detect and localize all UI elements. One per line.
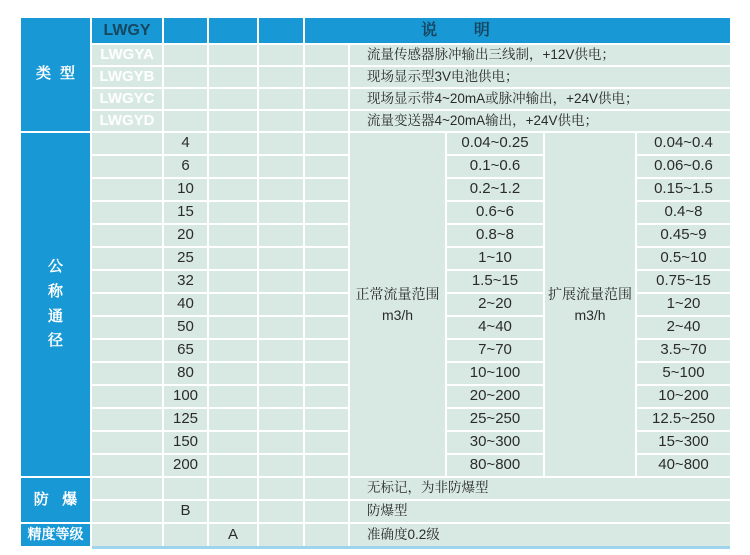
empty-cell [259, 317, 303, 338]
empty-cell [259, 386, 303, 407]
empty-cell [305, 524, 348, 546]
empty-cell [259, 225, 303, 246]
diameter-value-cell: 200 [164, 455, 207, 476]
normal-flow-value-cell: 0.8~8 [447, 225, 543, 246]
empty-cell [209, 478, 257, 499]
spec-table [21, 18, 730, 546]
empty-cell [305, 294, 348, 315]
table-bottom-accent [92, 546, 730, 549]
empty-cell [209, 363, 257, 384]
empty-header-cell [209, 18, 257, 43]
diameter-value-cell: 25 [164, 248, 207, 269]
extended-flow-value-cell: 0.75~15 [637, 271, 730, 292]
description-header [305, 18, 730, 43]
normal-flow-value-cell: 2~20 [447, 294, 543, 315]
empty-cell [259, 45, 303, 65]
empty-cell [92, 432, 162, 453]
diameter-value-cell: 65 [164, 340, 207, 361]
diameter-value-cell: 15 [164, 202, 207, 223]
empty-cell [92, 294, 162, 315]
model-description-cell: 流量传感器脉冲输出三线制，+12V供电； [350, 45, 730, 65]
normal-flow-value-cell: 1~10 [447, 248, 543, 269]
extended-flow-value-cell: 0.5~10 [637, 248, 730, 269]
empty-cell [92, 271, 162, 292]
empty-cell [92, 133, 162, 154]
empty-cell [305, 317, 348, 338]
normal-flow-value-cell: 0.04~0.25 [447, 133, 543, 154]
extended-flow-value-cell: 0.06~0.6 [637, 156, 730, 177]
empty-cell [209, 156, 257, 177]
empty-cell [164, 111, 207, 131]
empty-cell [164, 45, 207, 65]
empty-cell [259, 524, 303, 546]
empty-cell [259, 363, 303, 384]
extended-flow-value-cell: 2~40 [637, 317, 730, 338]
empty-cell [209, 202, 257, 223]
empty-cell [92, 317, 162, 338]
type-section-label-text: 类型 [35, 65, 84, 83]
normal-flow-range-title: 正常流量范围 [355, 285, 440, 302]
extended-flow-value-cell: 5~100 [637, 363, 730, 384]
normal-flow-value-cell: 25~250 [447, 409, 543, 430]
empty-cell [259, 133, 303, 154]
empty-cell [92, 202, 162, 223]
diameter-value-cell: 6 [164, 156, 207, 177]
extended-flow-range-unit: m3/h [574, 306, 606, 323]
empty-cell [164, 524, 207, 546]
empty-cell [305, 455, 348, 476]
extended-flow-value-cell: 0.04~0.4 [637, 133, 730, 154]
model-name-cell: LWGYD [92, 111, 162, 131]
empty-cell [305, 409, 348, 430]
empty-cell [92, 386, 162, 407]
empty-cell [305, 179, 348, 200]
empty-cell [305, 478, 348, 499]
normal-flow-value-cell: 20~200 [447, 386, 543, 407]
empty-cell [209, 89, 257, 109]
model-description-cell: 现场显示型3V电池供电； [350, 67, 730, 87]
normal-flow-range-unit: m3/h [381, 306, 414, 323]
accuracy-section-label [21, 524, 90, 546]
normal-flow-range-label [350, 133, 445, 476]
explosion-section-label [21, 478, 90, 522]
model-series-header-text: LWGY [103, 21, 151, 39]
accuracy-description-cell: 准确度0.2级 [350, 524, 730, 546]
empty-cell [259, 455, 303, 476]
empty-cell [259, 271, 303, 292]
empty-cell [259, 156, 303, 177]
empty-cell [259, 409, 303, 430]
empty-cell [209, 248, 257, 269]
diameter-value-cell: 100 [164, 386, 207, 407]
empty-cell [209, 317, 257, 338]
normal-flow-value-cell: 7~70 [447, 340, 543, 361]
empty-cell [305, 386, 348, 407]
empty-cell [209, 111, 257, 131]
description-header-text: 说明 [421, 21, 527, 39]
empty-cell [209, 225, 257, 246]
diameter-value-cell: 32 [164, 271, 207, 292]
extended-flow-range-title: 扩展流量范围 [548, 285, 632, 302]
accuracy-code-cell: A [209, 524, 257, 546]
empty-cell [259, 432, 303, 453]
model-series-header [92, 18, 162, 43]
empty-cell [92, 363, 162, 384]
empty-cell [305, 432, 348, 453]
empty-cell [305, 225, 348, 246]
model-name-cell: LWGYB [92, 67, 162, 87]
empty-cell [305, 501, 348, 522]
empty-header-cell [164, 18, 207, 43]
diameter-value-cell: 40 [164, 294, 207, 315]
empty-cell [305, 89, 348, 109]
empty-header-cell [259, 18, 303, 43]
empty-cell [305, 45, 348, 65]
empty-cell [209, 409, 257, 430]
diameter-value-cell: 80 [164, 363, 207, 384]
normal-flow-value-cell: 4~40 [447, 317, 543, 338]
empty-cell [259, 248, 303, 269]
empty-cell [259, 478, 303, 499]
normal-flow-value-cell: 1.5~15 [447, 271, 543, 292]
normal-flow-value-cell: 10~100 [447, 363, 543, 384]
diameter-value-cell: 50 [164, 317, 207, 338]
empty-cell [209, 67, 257, 87]
extended-flow-value-cell: 15~300 [637, 432, 730, 453]
empty-cell [209, 133, 257, 154]
empty-cell [92, 248, 162, 269]
empty-cell [209, 340, 257, 361]
diameter-section-label-text: 公称通径 [47, 258, 63, 350]
empty-cell [92, 455, 162, 476]
empty-cell [92, 179, 162, 200]
normal-flow-value-cell: 0.2~1.2 [447, 179, 543, 200]
empty-cell [259, 202, 303, 223]
empty-cell [209, 179, 257, 200]
empty-cell [92, 409, 162, 430]
accuracy-section-label-text: 精度等级 [27, 526, 84, 543]
empty-cell [209, 386, 257, 407]
empty-cell [305, 133, 348, 154]
empty-cell [259, 179, 303, 200]
diameter-value-cell: 20 [164, 225, 207, 246]
diameter-value-cell: 10 [164, 179, 207, 200]
empty-cell [259, 111, 303, 131]
model-name-cell: LWGYA [92, 45, 162, 65]
normal-flow-value-cell: 30~300 [447, 432, 543, 453]
model-name-cell: LWGYC [92, 89, 162, 109]
empty-cell [209, 294, 257, 315]
type-section-label [21, 18, 90, 131]
extended-flow-value-cell: 0.4~8 [637, 202, 730, 223]
empty-cell [259, 89, 303, 109]
empty-cell [209, 271, 257, 292]
empty-cell [305, 67, 348, 87]
diameter-section-label [21, 133, 90, 476]
diameter-value-cell: 125 [164, 409, 207, 430]
empty-cell [259, 67, 303, 87]
empty-cell [92, 340, 162, 361]
empty-cell [305, 156, 348, 177]
empty-cell [305, 202, 348, 223]
empty-cell [305, 340, 348, 361]
extended-flow-value-cell: 12.5~250 [637, 409, 730, 430]
empty-cell [259, 340, 303, 361]
empty-cell [209, 455, 257, 476]
normal-flow-value-cell: 80~800 [447, 455, 543, 476]
empty-cell [92, 501, 162, 522]
empty-cell [92, 524, 162, 546]
empty-cell [92, 225, 162, 246]
extended-flow-value-cell: 0.45~9 [637, 225, 730, 246]
explosion-code-cell: B [164, 501, 207, 522]
explosion-code-cell [164, 478, 207, 499]
empty-cell [209, 501, 257, 522]
model-description-cell: 流量变送器4~20mA输出，+24V供电； [350, 111, 730, 131]
explosion-description-cell: 无标记，为非防爆型 [350, 478, 730, 499]
empty-cell [164, 89, 207, 109]
diameter-value-cell: 4 [164, 133, 207, 154]
empty-cell [259, 501, 303, 522]
empty-cell [259, 294, 303, 315]
diameter-value-cell: 150 [164, 432, 207, 453]
empty-cell [305, 271, 348, 292]
extended-flow-value-cell: 10~200 [637, 386, 730, 407]
empty-cell [305, 363, 348, 384]
explosion-section-label-text: 防爆 [33, 490, 91, 508]
empty-cell [92, 156, 162, 177]
empty-cell [164, 67, 207, 87]
model-description-cell: 现场显示带4~20mA或脉冲输出，+24V供电； [350, 89, 730, 109]
empty-cell [209, 45, 257, 65]
normal-flow-value-cell: 0.6~6 [447, 202, 543, 223]
empty-cell [209, 432, 257, 453]
extended-flow-value-cell: 3.5~70 [637, 340, 730, 361]
empty-cell [305, 248, 348, 269]
extended-flow-value-cell: 40~800 [637, 455, 730, 476]
explosion-description-cell: 防爆型 [350, 501, 730, 522]
extended-flow-range-label [545, 133, 635, 476]
empty-cell [305, 111, 348, 131]
extended-flow-value-cell: 0.15~1.5 [637, 179, 730, 200]
extended-flow-value-cell: 1~20 [637, 294, 730, 315]
empty-cell [92, 478, 162, 499]
normal-flow-value-cell: 0.1~0.6 [447, 156, 543, 177]
